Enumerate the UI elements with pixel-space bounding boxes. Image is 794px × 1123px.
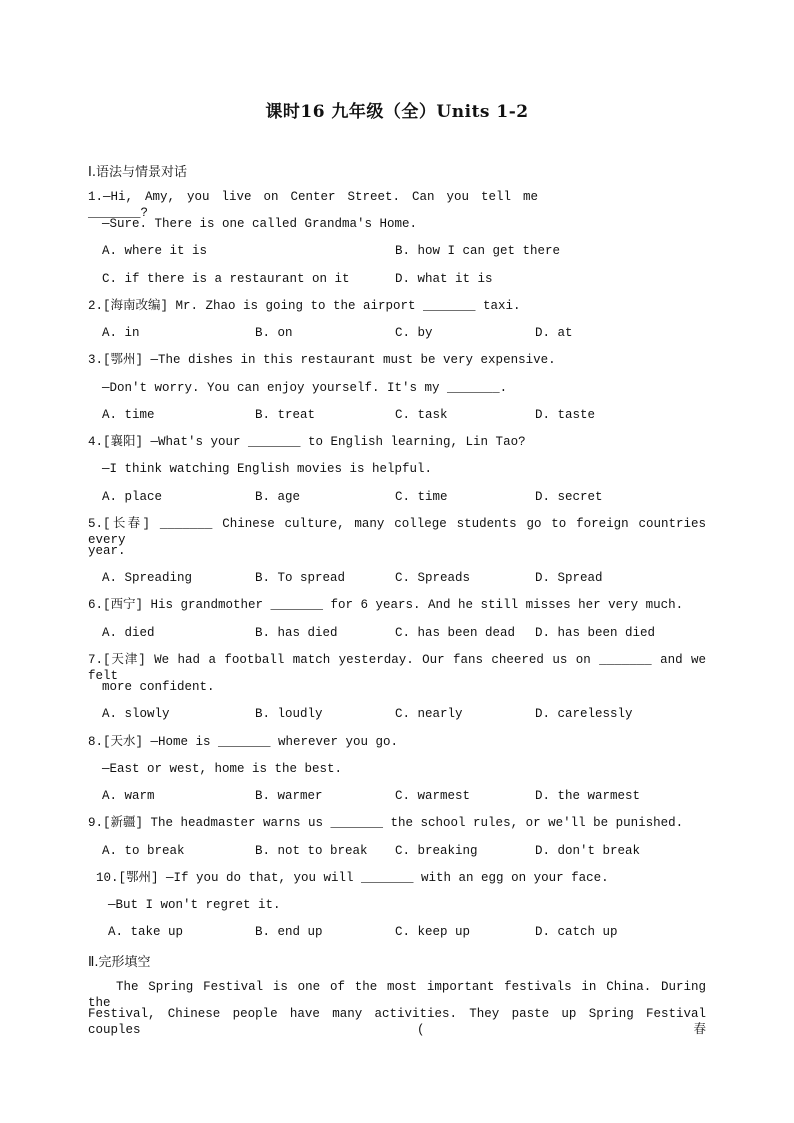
cloze-passage-cont [88,1006,706,1038]
question-7-stem-continued: more confident. [102,680,215,694]
question-5-stem: 5.[长春] _______ Chinese culture, many college students go to foreign countries every [88,517,706,547]
question-10-options [108,924,728,940]
question-4-options [102,489,722,505]
question-5-option-d[interactable]: D. Spread [535,571,603,585]
question-9-option-d[interactable]: D. don't break [535,844,641,858]
question-1-option-c[interactable]: C. if there is a restaurant on it [102,272,350,286]
question-3-option-c[interactable]: C. task [395,408,448,422]
question-2-stem: 2.[海南改编] Mr. Zhao is going to the airport _______ taxi. [88,299,521,313]
question-9-stem: 9.[新疆] The headmaster warns us _______ the school rules, or we'll be punished. [88,816,684,830]
question-1-option-a[interactable]: A. where it is [102,244,208,258]
question-1-stem: 1.—Hi, Amy, you live on Center Street. Can you tell me _______? [88,190,538,220]
question-2-option-b[interactable]: B. on [255,326,293,340]
question-10-stem: 10.[鄂州] —If you do that, you will _______ with an egg on your face. [96,871,609,885]
question-9-options [102,843,722,859]
question-8-reply: —East or west, home is the best. [102,762,343,776]
question-10-reply: —But I won't regret it. [108,898,281,912]
question-2-option-c[interactable]: C. by [395,326,433,340]
question-8-option-b[interactable]: B. warmer [255,789,323,803]
question-7-option-a[interactable]: A. slowly [102,707,170,721]
question-3-option-b[interactable]: B. treat [255,408,316,422]
question-9-option-b[interactable]: B. not to break [255,844,368,858]
question-10-option-c[interactable]: C. keep up [395,925,471,939]
question-7-stem: 7.[天津] We had a football match yesterday. Our fans cheered us on _______ and we felt [88,653,706,683]
question-4-option-d[interactable]: D. secret [535,490,603,504]
question-3-reply: —Don't worry. You can enjoy yourself. It's my _______. [102,381,508,395]
question-8-option-a[interactable]: A. warm [102,789,155,803]
question-5-option-c[interactable]: C. Spreads [395,571,471,585]
question-1-reply: —Sure. There is one called Grandma's Home. [102,217,418,231]
question-2-option-d[interactable]: D. at [535,326,573,340]
question-2-option-a[interactable]: A. in [102,326,140,340]
question-6-options [102,625,722,641]
question-10-option-a[interactable]: A. take up [108,925,184,939]
question-1-option-d[interactable]: D. what it is [395,272,493,286]
question-6-stem: 6.[西宁] His grandmother _______ for 6 years. And he still misses her very much. [88,598,684,612]
question-8-option-d[interactable]: D. the warmest [535,789,641,803]
question-10-option-b[interactable]: B. end up [255,925,323,939]
question-7-option-d[interactable]: D. carelessly [535,707,633,721]
question-8-option-c[interactable]: C. warmest [395,789,471,803]
question-6-option-b[interactable]: B. has died [255,626,338,640]
question-5-option-b[interactable]: B. To spread [255,571,346,585]
question-6-option-d[interactable]: D. has been died [535,626,656,640]
question-1-option-b[interactable]: B. how I can get there [395,244,561,258]
question-3-options [102,407,722,423]
cloze-passage-line-2: Festival, Chinese people have many activities. They paste up Spring Festival couples (春 [88,1007,706,1037]
question-7-options [102,706,722,722]
question-3-option-d[interactable]: D. taste [535,408,596,422]
question-2-options [102,325,722,341]
cloze-passage-line-1: The Spring Festival is one of the most important festivals in China. During the [88,980,706,1010]
question-5-options [102,570,722,586]
question-8-stem: 8.[天水] —Home is _______ wherever you go. [88,735,399,749]
section-heading-cloze: Ⅱ.完形填空 [88,955,151,970]
question-9-option-a[interactable]: A. to break [102,844,185,858]
question-10-option-d[interactable]: D. catch up [535,925,618,939]
question-1-options-row1 [102,243,722,259]
question-5-option-a[interactable]: A. Spreading [102,571,193,585]
question-4-option-c[interactable]: C. time [395,490,448,504]
question-9-option-c[interactable]: C. breaking [395,844,478,858]
question-6-option-c[interactable]: C. has been dead [395,626,516,640]
question-7-option-b[interactable]: B. loudly [255,707,323,721]
question-6-option-a[interactable]: A. died [102,626,155,640]
question-3-stem: 3.[鄂州] —The dishes in this restaurant must be very expensive. [88,353,556,367]
page-title: 课时16 九年级（全）Units 1-2 [265,102,529,122]
question-7-option-c[interactable]: C. nearly [395,707,463,721]
question-1-options-row2 [102,271,722,287]
question-4-stem: 4.[襄阳] —What's your _______ to English learning, Lin Tao? [88,435,526,449]
question-4-option-b[interactable]: B. age [255,490,301,504]
question-3-option-a[interactable]: A. time [102,408,155,422]
section-heading-grammar: Ⅰ.语法与情景对话 [88,165,187,180]
question-4-reply: —I think watching English movies is helpful. [102,462,433,476]
question-8-options [102,788,722,804]
question-4-option-a[interactable]: A. place [102,490,163,504]
question-5-stem-continued: year. [88,544,126,558]
